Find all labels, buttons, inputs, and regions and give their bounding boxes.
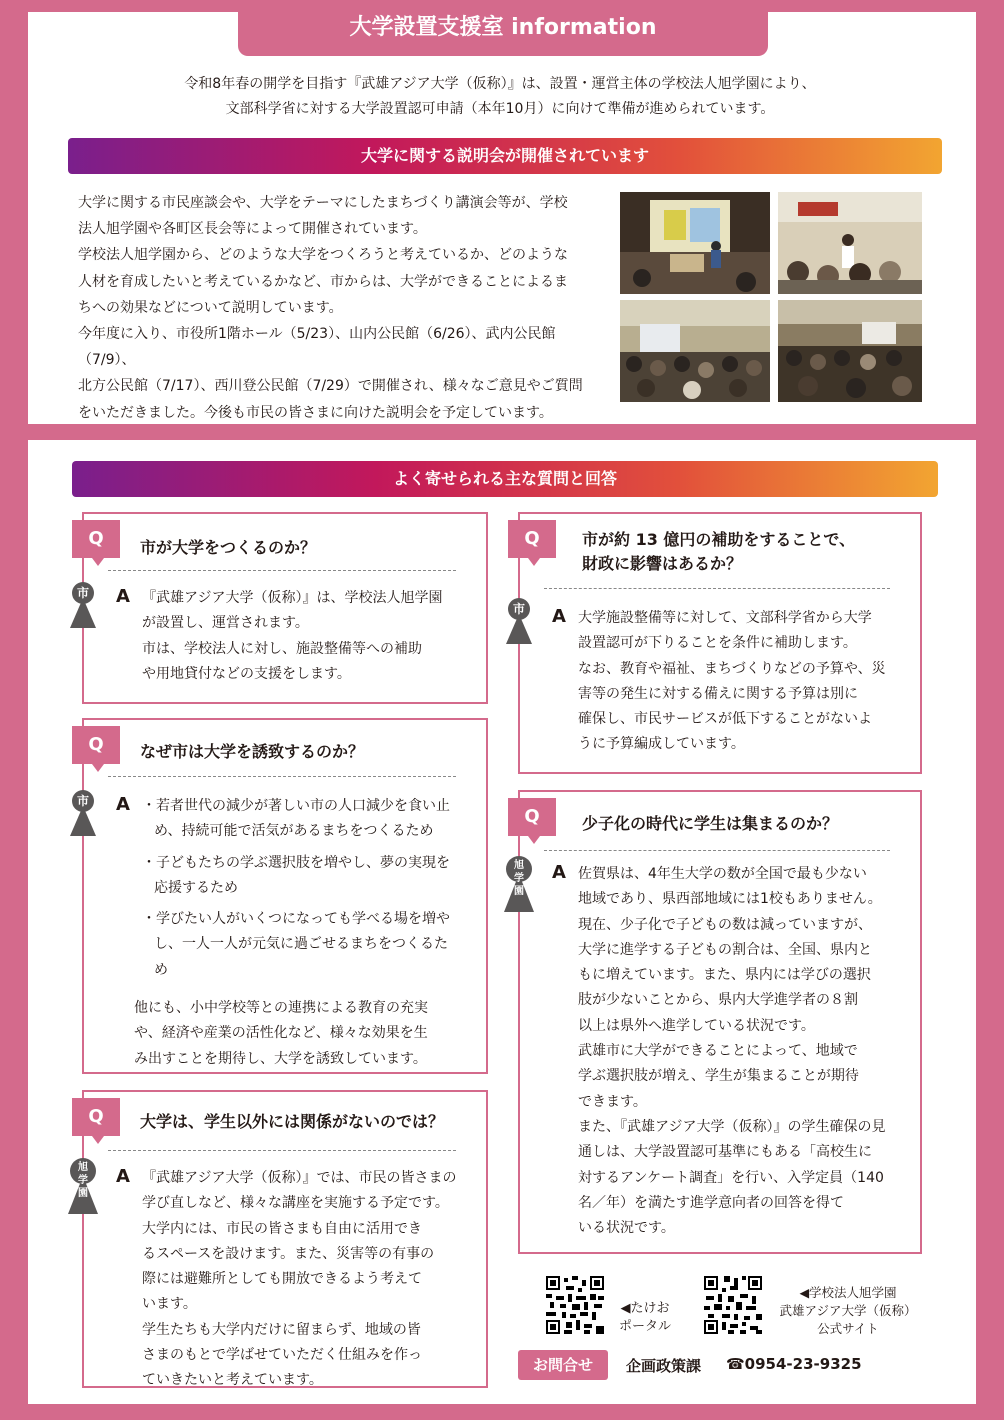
sessions-heading: 大学に関する説明会が開催されています: [68, 138, 942, 174]
a-label: A: [552, 606, 566, 627]
answer-line: いる状況です。: [578, 1220, 675, 1237]
sessions-line: 北方公民館（7/17）、西川登公民館（7/29）で開催され、様々なご意見やご質問: [78, 378, 583, 395]
answer-line: 対するアンケート調査」を行い、入学定員（140: [578, 1169, 884, 1186]
qr-label-line: 武雄アジア大学（仮称）: [779, 1303, 917, 1318]
qr-label-line: ◀たけお: [620, 1301, 670, 1316]
badge-label: 市: [76, 586, 90, 600]
answer-bullet: ・若者世代の減少が著しい市の人口減少を食い止め、持続可能で活気があるまちをつくるため: [142, 798, 450, 840]
qr-label-university-site: [768, 1284, 928, 1338]
sessions-text: [78, 190, 608, 426]
dashed-divider: [544, 588, 890, 589]
answer-line: さまのもとで学ばせていただく仕組みを作っ: [142, 1347, 422, 1364]
answer-text: [142, 794, 452, 983]
answer-line: 通しは、大学設置認可基準にもある「高校生に: [578, 1144, 872, 1161]
q-label: Q: [508, 798, 556, 836]
answer-line: 地域であり、県西部地域には1校もありません。: [578, 891, 882, 908]
seminar-photo-2: [778, 192, 922, 294]
answer-bullet: ・学びたい人がいくつになっても学べる場を増やし、一人一人が元気に過ごせるまちをつくるため: [142, 911, 450, 978]
intro-line-2: 文部科学省に対する大学設置認可申請（本年10月）に向けて準備が進められています。: [225, 101, 775, 117]
city-badge-icon: [504, 598, 534, 644]
question-text: 市が大学をつくるのか？: [140, 538, 317, 557]
question-text: 少子化の時代に学生は集まるのか？: [582, 814, 839, 833]
qr-code-university-site[interactable]: [704, 1276, 762, 1334]
answer-text: [134, 996, 474, 1072]
badge-label: 学: [78, 1175, 88, 1186]
qr-label-line: ポータル: [618, 1319, 671, 1334]
city-badge-icon: [68, 790, 98, 836]
contact-phone[interactable]: ☎0954-23-9325: [726, 1355, 862, 1373]
answer-line: 学生たちも大学内だけに留まらず、地域の皆: [142, 1321, 421, 1338]
sessions-line: 法人旭学園や各町区長会等によって開催されています。: [78, 221, 427, 238]
school-badge-icon: [68, 1158, 98, 1214]
intro-text: [60, 72, 940, 122]
dashed-divider: [108, 1150, 456, 1151]
answer-line: や用地貸付などの支援をします。: [142, 665, 351, 682]
sessions-line: ちへの効果などについて説明しています。: [78, 299, 343, 316]
qr-label-line: 公式サイト: [817, 1321, 879, 1336]
badge-label: 園: [514, 886, 524, 897]
answer-line: 肢が少ないことから、県内大学進学者の８割: [578, 992, 858, 1009]
question-text: 大学は、学生以外には関係がないのでは？: [140, 1112, 445, 1131]
question-line: 財政に影響はあるか？: [582, 554, 743, 573]
sessions-line: をいただきました。今後も市民の皆さまに向けた説明会を予定しています。: [78, 404, 553, 421]
answer-line: できます。: [578, 1093, 647, 1110]
answer-text: [142, 586, 472, 687]
answer-line: 『武雄アジア大学（仮称）』では、市民の皆さまの: [142, 1170, 457, 1186]
city-badge-icon: [68, 582, 98, 628]
answer-line: 大学に進学する子どもの割合は、全国、県内と: [578, 941, 872, 958]
answer-line: 確保し、市民サービスが低下することがないよ: [578, 711, 872, 728]
answer-line: み出すことを期待し、大学を誘致しています。: [134, 1050, 427, 1067]
answer-line: います。: [142, 1296, 197, 1313]
answer-text: [578, 862, 910, 1241]
faq-heading: よく寄せられる主な質問と回答: [72, 461, 938, 497]
answer-line: 学ぶ選択肢が増え、学生が集まることが期待: [578, 1068, 859, 1085]
seminar-photo-4: [778, 300, 922, 402]
answer-line: 現在、少子化で子どもの数は減っていますが、: [578, 916, 872, 933]
badge-label: 園: [78, 1188, 88, 1199]
answer-line: 市は、学校法人に対し、施設整備等への補助: [142, 640, 422, 657]
q-label: Q: [72, 726, 120, 764]
page-title: 大学設置支援室 information: [238, 6, 768, 56]
answer-text: [142, 1166, 482, 1394]
answer-line: 大学内には、市民の皆さまも自由に活用でき: [142, 1220, 422, 1237]
answer-line: 設置認可が下りることを条件に補助します。: [578, 635, 857, 652]
faq-item-5: [514, 790, 922, 1254]
answer-line: 名／年）を満たす進学意向者の回答を得て: [578, 1194, 844, 1211]
a-label: A: [116, 794, 130, 815]
qr-label-line: ◀学校法人旭学園: [799, 1285, 897, 1300]
qr-code-takeo-portal[interactable]: [546, 1276, 604, 1334]
answer-line: なお、教育や福祉、まちづくりなどの予算や、災: [578, 660, 886, 677]
answer-line: 学び直しなど、様々な講座を実施する予定です。: [142, 1195, 449, 1212]
answer-line: 『武雄アジア大学（仮称）』は、学校法人旭学園: [142, 590, 443, 606]
a-label: A: [552, 862, 566, 883]
question-text: なぜ市は大学を誘致するのか？: [140, 742, 365, 761]
answer-line: や、経済や産業の活性化など、様々な効果を生: [134, 1025, 428, 1042]
answer-line: 佐賀県は、4年生大学の数が全国で最も少ない: [578, 866, 867, 882]
answer-line: るスペースを設けます。また、災害等の有事の: [142, 1245, 435, 1262]
a-label: A: [116, 1166, 130, 1187]
qr-label-takeo-portal: [610, 1300, 680, 1336]
answer-line: ていきたいと考えています。: [142, 1372, 323, 1389]
answer-line: 際には避難所としても開放できるよう考えて: [142, 1271, 422, 1288]
answer-text: [578, 606, 910, 758]
answer-line: 害等の発生に対する備えに関する予算は別に: [578, 685, 858, 702]
sessions-line: 大学に関する市民座談会や、大学をテーマにしたまちづくり講演会等が、学校: [78, 195, 568, 211]
q-label: Q: [72, 520, 120, 558]
answer-line: が設置し、運営されます。: [142, 615, 309, 632]
badge-label: 市: [512, 602, 526, 616]
school-badge-icon: [504, 856, 534, 912]
faq-item-2: [76, 718, 488, 1074]
contact-department: 企画政策課: [626, 1357, 702, 1375]
faq-item-1: [76, 512, 488, 704]
badge-label: 市: [76, 794, 90, 808]
answer-line: うに予算編成しています。: [578, 736, 745, 753]
intro-line-1: 令和8年春の開学を目指す『武雄アジア大学（仮称）』は、設置・運営主体の学校法人旭学園により、: [184, 76, 816, 92]
question-text: [582, 528, 855, 576]
faq-item-4: [512, 512, 922, 774]
sessions-line: 学校法人旭学園から、どのような大学をつくろうと考えているか、どのような: [78, 247, 568, 264]
seminar-photo-1: [620, 192, 770, 294]
dashed-divider: [108, 570, 456, 571]
badge-label: 旭: [78, 1162, 88, 1173]
sessions-line: 今年度に入り、市役所1階ホール（5/23）、山内公民館（6/26）、武内公民館（7/9）、: [78, 326, 556, 369]
question-line: 市が約 13 億円の補助をすることで、: [582, 530, 856, 549]
dashed-divider: [544, 850, 890, 851]
faq-item-3: [78, 1090, 488, 1389]
answer-bullet: ・子どもたちの学ぶ選択肢を増やし、夢の実現を応援するため: [142, 854, 450, 896]
contact-label: お問合せ: [518, 1350, 608, 1380]
a-label: A: [116, 586, 130, 607]
answer-line: 以上は県外へ進学している状況です。: [578, 1017, 815, 1034]
answer-line: また、『武雄アジア大学（仮称）』の学生確保の見: [578, 1118, 886, 1135]
dashed-divider: [108, 776, 456, 777]
q-label: Q: [508, 520, 556, 558]
badge-label: 学: [514, 873, 524, 884]
answer-line: 武雄市に大学ができることによって、地域で: [578, 1043, 858, 1060]
q-label: Q: [72, 1098, 120, 1136]
answer-line: もに増えています。また、県内には学びの選択: [578, 967, 871, 984]
answer-line: 大学施設整備等に対して、文部科学省から大学: [578, 610, 872, 626]
seminar-photo-3: [620, 300, 770, 402]
badge-label: 旭: [514, 860, 524, 871]
answer-line: 他にも、小中学校等との連携による教育の充実: [134, 1000, 428, 1016]
sessions-line: 人材を育成したいと考えているかなど、市からは、大学ができることによるま: [78, 273, 568, 290]
